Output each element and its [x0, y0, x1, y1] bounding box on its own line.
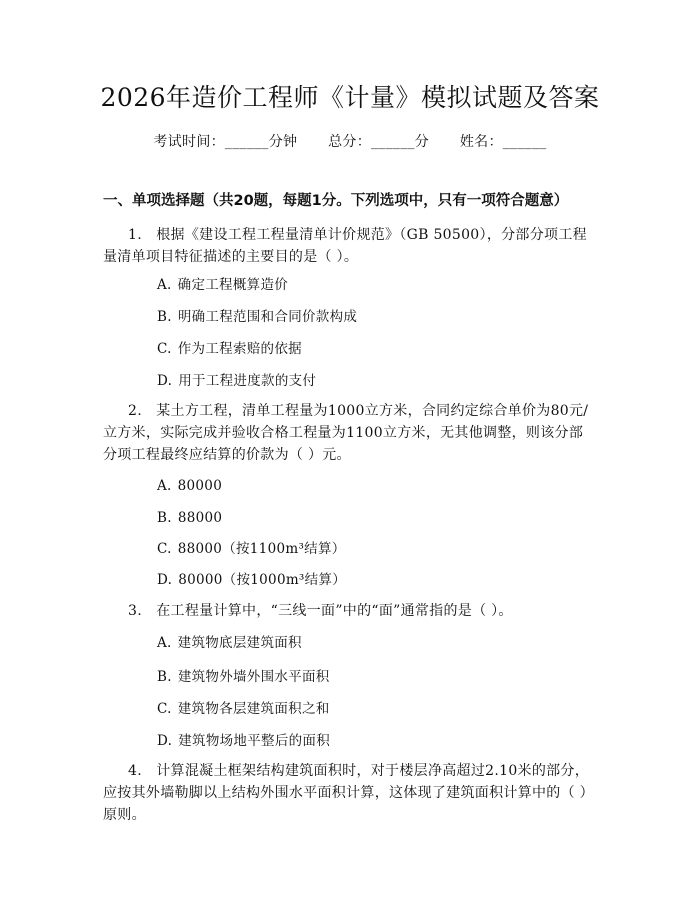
question-2-option-b — [157, 509, 222, 527]
question-2-option-c — [157, 540, 346, 558]
question-3-option-d — [157, 732, 330, 750]
question-1-option-b — [157, 308, 357, 326]
option-text: 建筑物底层建筑面积 — [177, 635, 302, 651]
document-title: 2026年造价工程师《计量》模拟试题及答案 — [100, 83, 600, 112]
option-letter: B. — [157, 669, 172, 685]
option-letter: A. — [157, 277, 172, 293]
total-score-field: 总分：______分 — [328, 134, 430, 150]
option-text: 作为工程索赔的依据 — [177, 341, 302, 357]
option-letter: C. — [157, 701, 172, 717]
option-letter: D. — [157, 733, 173, 749]
option-text: 建筑物外墙外围水平面积 — [177, 669, 330, 685]
option-text: 建筑物场地平整后的面积 — [178, 733, 331, 749]
option-text: 88000（按1100m³结算） — [177, 541, 346, 557]
question-4-text: 4. 计算混凝土框架结构建筑面积时，对于楼层净高超过2.10米的部分，应按其外墙勒脚以上结构外围水平面积计算，这体现了建筑面积计算中的（ ）原则。 — [103, 763, 594, 823]
question-1-option-c — [157, 340, 302, 358]
exam-time-field: 考试时间：______分钟 — [153, 134, 298, 150]
option-letter: C. — [157, 341, 172, 357]
question-1-option-a — [157, 276, 288, 294]
exam-meta-line — [0, 133, 700, 151]
option-letter: B. — [157, 309, 172, 325]
option-text: 88000 — [177, 510, 223, 526]
question-2-option-d — [157, 571, 346, 589]
question-3-option-c — [157, 700, 330, 718]
option-letter: A. — [157, 478, 172, 494]
option-text: 建筑物各层建筑面积之和 — [177, 701, 330, 717]
option-text: 80000（按1000m³结算） — [178, 572, 347, 588]
question-2-option-a — [157, 477, 222, 495]
question-3-option-a — [157, 634, 302, 652]
option-letter: C. — [157, 541, 172, 557]
question-3-text: 3. 在工程量计算中，“三线一面”中的“面”通常指的是（ ）。 — [128, 603, 513, 619]
option-letter: D. — [157, 572, 173, 588]
option-text: 明确工程范围和合同价款构成 — [177, 309, 358, 325]
option-letter: D. — [157, 373, 173, 389]
question-1-text: 1. 根据《建设工程工程量清单计价规范》（GB 50500），分部分项工程量清单项目特征描述的主要目的是（ ）。 — [103, 227, 587, 265]
option-letter: B. — [157, 510, 172, 526]
section-heading-single-choice: 一、单项选择题（共20题，每题1分。下列选项中，只有一项符合题意） — [103, 193, 569, 209]
option-text: 80000 — [177, 478, 223, 494]
question-1-option-d — [157, 372, 316, 390]
name-field: 姓名：______ — [459, 134, 547, 150]
option-text: 确定工程概算造价 — [177, 277, 289, 293]
question-3-option-b — [157, 668, 330, 686]
option-letter: A. — [157, 635, 172, 651]
option-text: 用于工程进度款的支付 — [178, 373, 317, 389]
question-2-text: 2. 某土方工程，清单工程量为1000立方米，合同约定综合单价为80元/立方米，实际完成并验收合格工程量为1100立方米，无其他调整，则该分部分项工程最终应结算的价款为（ ）元。 — [103, 403, 589, 463]
